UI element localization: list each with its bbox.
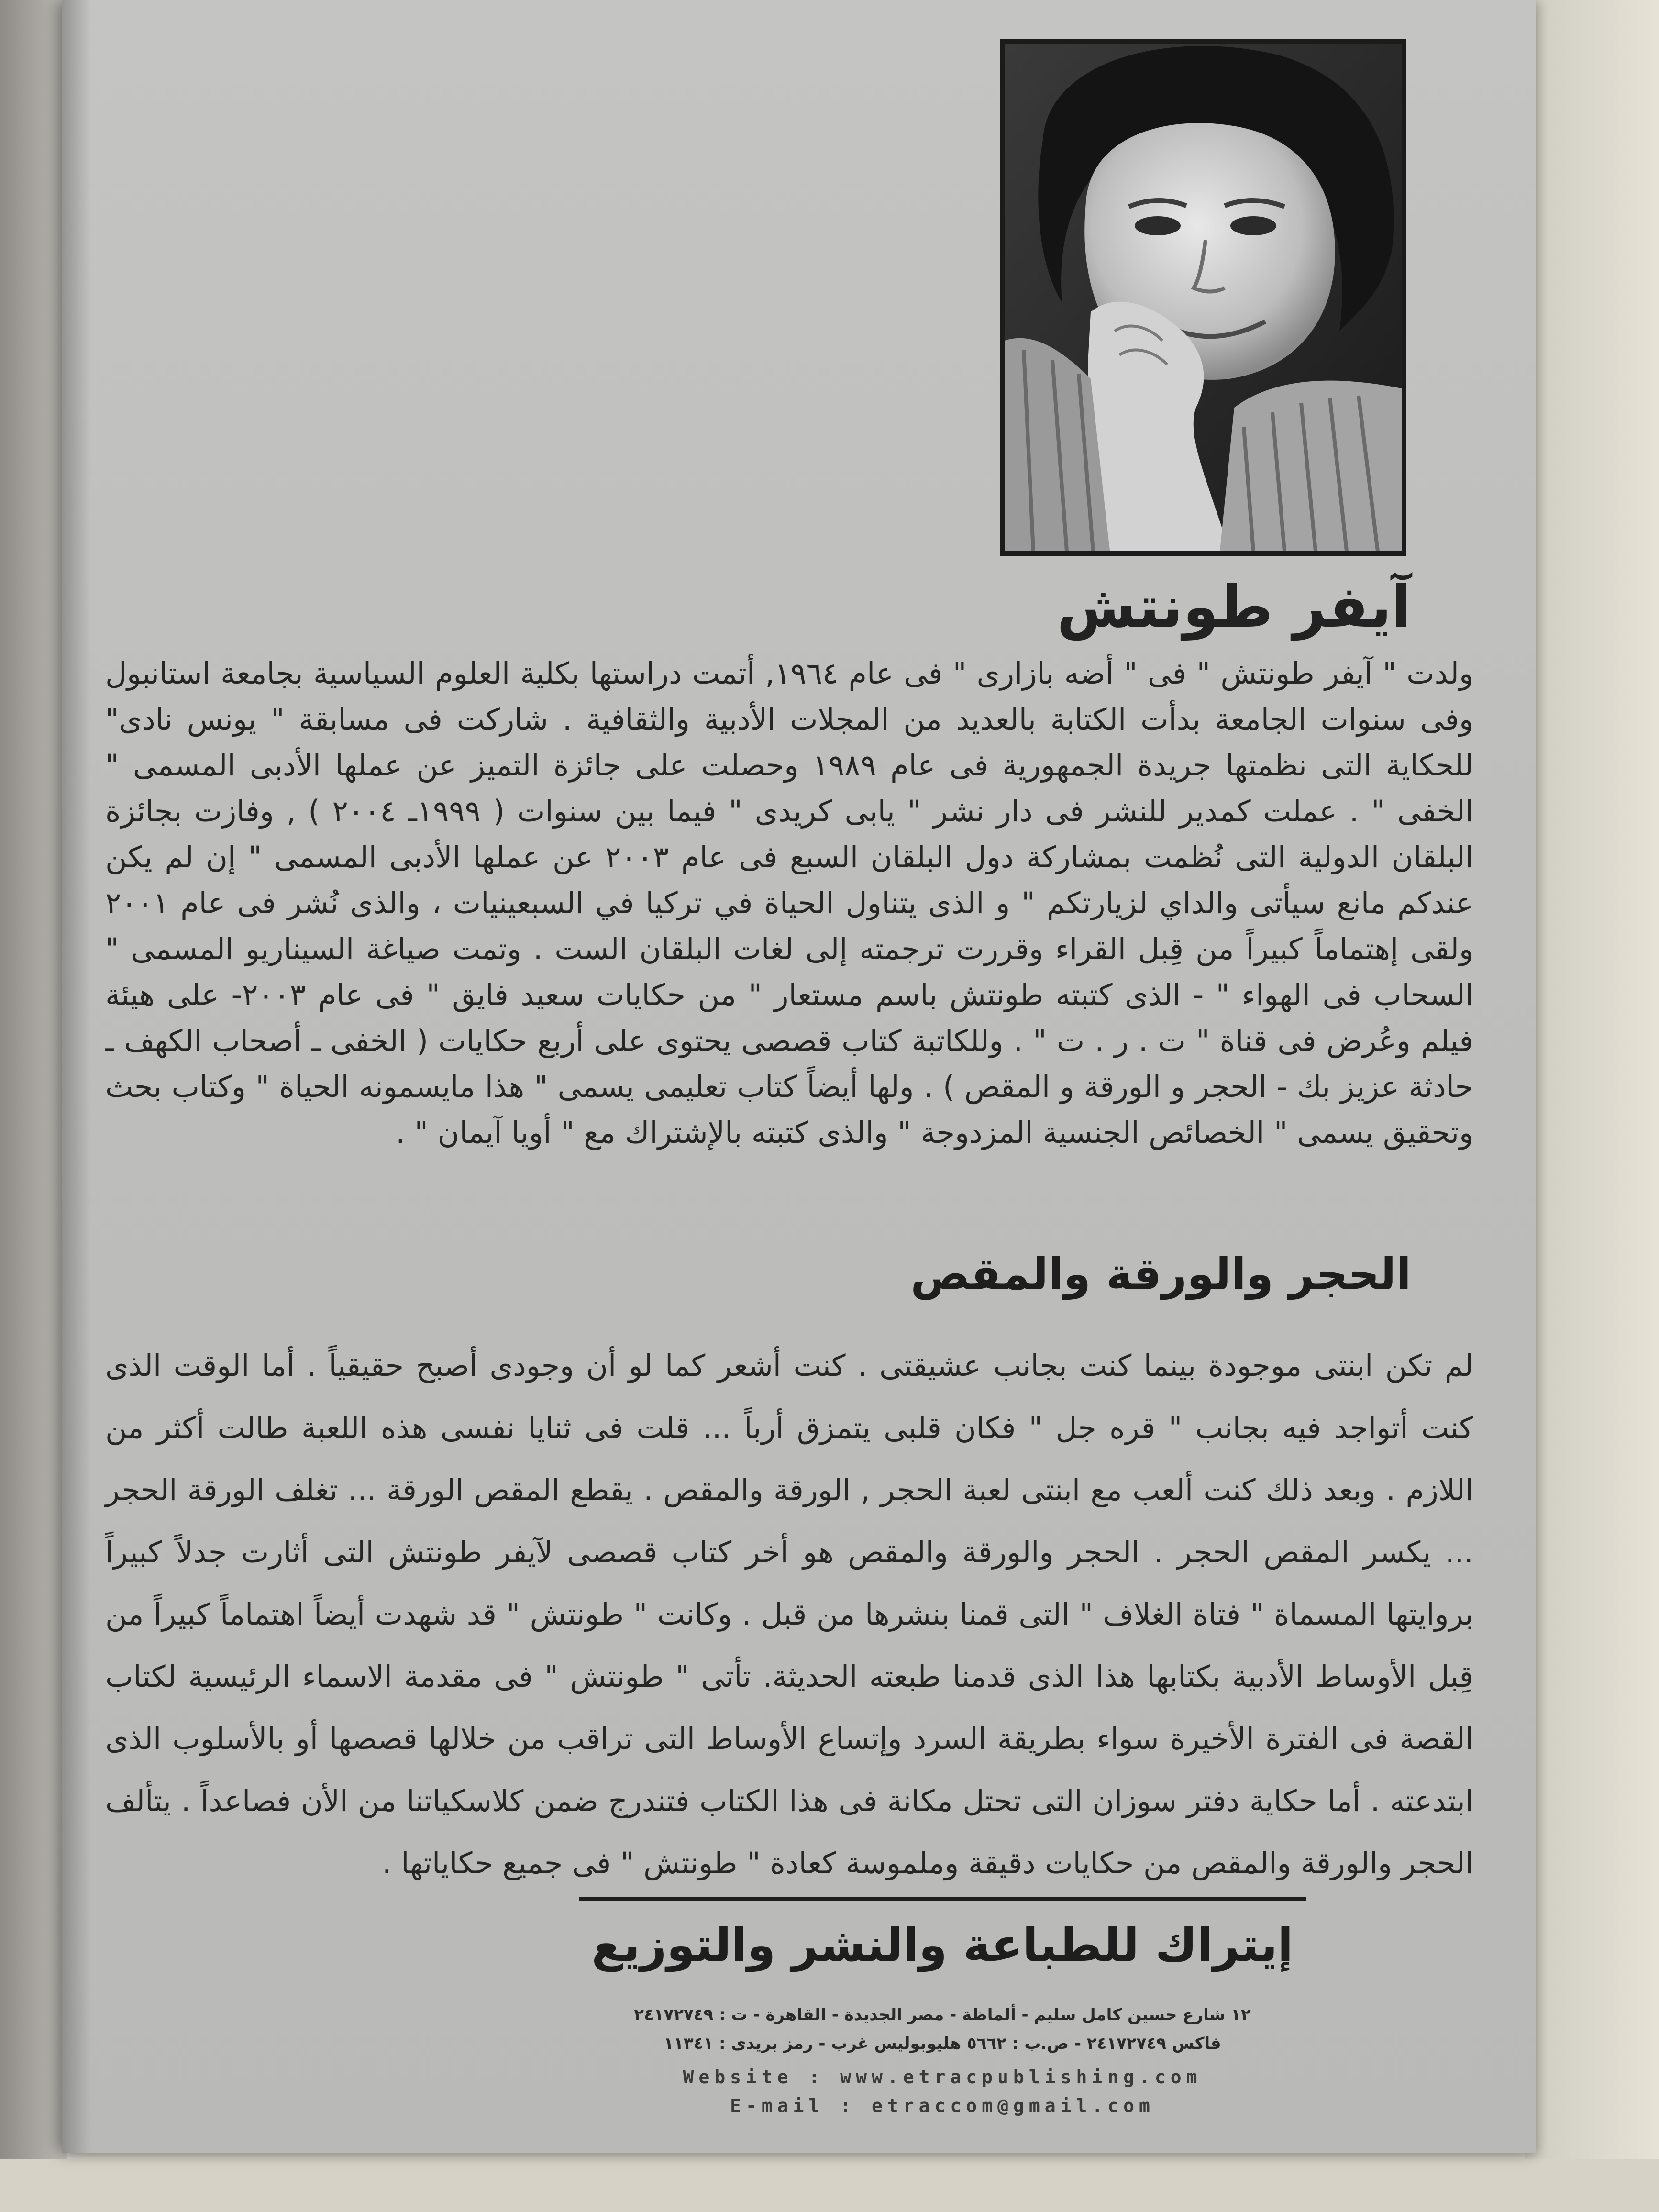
spine-shadow xyxy=(62,0,91,2153)
divider-line xyxy=(579,1897,1306,1901)
publisher-fax: فاكس ٢٤١٧٢٧٤٩ - ص.ب : ٥٦٦٢ هليوبوليس غرب - رمز بريدى : ١١٣٤١ xyxy=(664,2034,1221,2053)
book-back-cover xyxy=(62,0,1536,2153)
publisher-name: إيتراك للطباعة والنشر والتوزيع xyxy=(591,1918,1294,1972)
author-portrait-image xyxy=(1005,44,1402,551)
background-table xyxy=(1525,0,1659,2212)
author-portrait xyxy=(1000,39,1406,556)
publisher-email: E-mail : etraccom@gmail.com xyxy=(730,2095,1155,2116)
book-description: لم تكن ابنتى موجودة بينما كنت بجانب عشيقتى . كنت أشعر كما لو أن وجودى أصبح حقيقياً . أما الوقت الذى كنت أتواجد فيه بجانب " قره جل " فكان قلبى يتمزق أرباً ... قلت فى ثنايا نفسى هذه اللعبة طالت أكثر من اللازم . وبعد ذلك كنت ألعب مع ابنتى لعبة الحجر , الورقة والمقص . يقطع المقص الورقة ... تغلف الورقة الحجر ... يكسر المقص الحجر . الحجر والورقة والمقص هو أخر كتاب قصصى لآيفر طونتش التى أثارت جدلاً كبيراً بروايتها المسماة " فتاة الغلاف " التى قمنا بنشرها من قبل . وكانت " طونتش " قد شهدت أيضاً اهتماماً كبيراً من قِبل الأوساط الأدبية بكتابها هذا الذى قدمنا طبعته الحديثة. تأتى " طونتش " فى مقدمة الاسماء الرئيسية لكتاب القصة فى الفترة الأخيرة سواء بطريقة السرد وإتساع الأوساط التى تراقب من خلالها قصصها أو بالأسلوب الذى ابتدعته . أما حكاية دفتر سوزان التى تحتل مكانة فى هذا الكتاب فتندرج ضمن كلاسكياتنا من الأن فصاعداً . يتألف الحجر والورقة والمقص من حكايات دقيقة وملموسة كعادة " طونتش " فى جميع حكاياتها . xyxy=(105,1348,1473,1880)
book-title: الحجر والورقة والمقص xyxy=(910,1249,1411,1300)
publisher-address: ١٢ شارع حسين كامل سليم - ألماظة - مصر الجديدة - القاهرة - ت : ٢٤١٧٢٧٤٩ xyxy=(634,2005,1251,2024)
publisher-website: Website : www.etracpublishing.com xyxy=(683,2067,1202,2088)
background-bottom xyxy=(0,2159,1659,2212)
author-biography: ولدت " آيفر طونتش " فى " أضه بازارى " فى عام ١٩٦٤, أتمت دراستها بكلية العلوم السياسية بجامعة استانبول وفى سنوات الجامعة بدأت الكتابة بالعديد من المجلات الأدبية والثقافية . شاركت فى مسابقة " يونس نادى" للحكاية التى نظمتها جريدة الجمهورية فى عام ١٩٨٩ وحصلت على جائزة التميز عن عملها الأدبى المسمى " الخفى " . عملت كمدير للنشر فى دار نشر " يابى كريدى " فيما بين سنوات ( ١٩٩٩ـ ٢٠٠٤ ) , وفازت بجائزة البلقان الدولية التى نُظمت بمشاركة دول البلقان السبع فى عام ٢٠٠٣ عن عملها الأدبى المسمى " إن لم يكن عندكم مانع سيأتى والداي لزيارتكم " و الذى يتناول الحياة في تركيا في السبعينيات ، والذى نُشر فى عام ٢٠٠١ ولقى إهتماماً كبيراً من قِبل القراء وقررت ترجمته إلى لغات البلقان الست . وتمت صياغة السيناريو المسمى " السحاب فى الهواء " - الذى كتبته طونتش باسم مستعار " من حكايات سعيد فايق " فى عام ٢٠٠٣- على هيئة فيلم وعُرض فى قناة " ت . ر . ت " . وللكاتبة كتاب قصصى يحتوى على أربع حكايات ( الخفى ـ أصحاب الكهف ـ حادثة عزيز بك - الحجر و الورقة و المقص ) . ولها أيضاً كتاب تعليمى يسمى " هذا مايسمونه الحياة " وكتاب بحث وتحقيق يسمى " الخصائص الجنسية المزدوجة " والذى كتبته بالإشتراك مع " أويا آيمان " . xyxy=(105,656,1474,1150)
author-name: آيفر طونتش xyxy=(1057,574,1411,641)
background-wall xyxy=(0,0,67,2212)
